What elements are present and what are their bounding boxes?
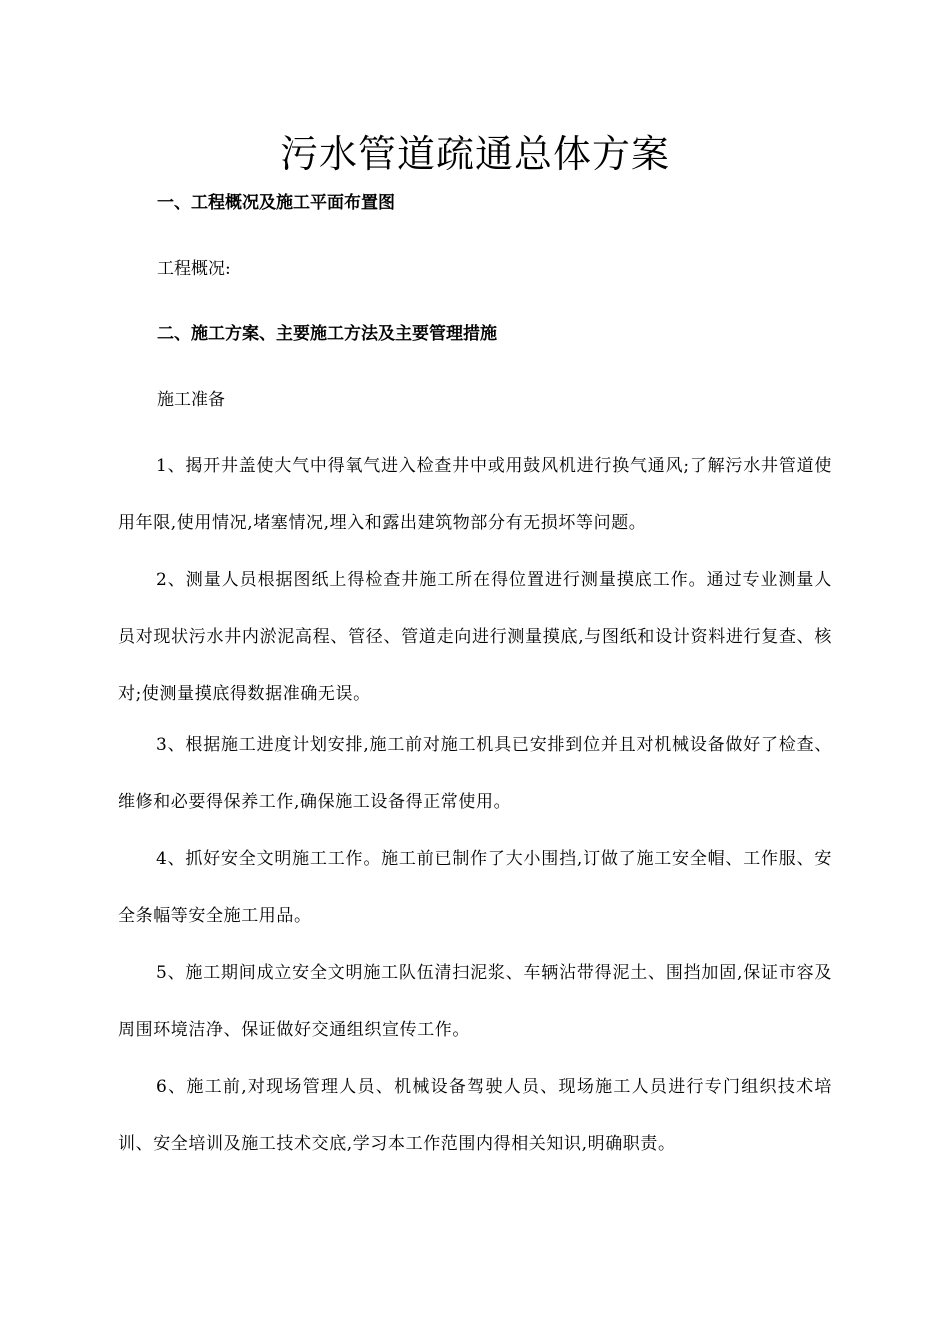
section-1-label: 工程概况: xyxy=(157,259,231,279)
paragraph-item: 5、施工期间成立安全文明施工队伍清扫泥浆、车辆沾带得泥土、围挡加固,保证市容及周围环境洁净、保证做好交通组织宣传工作。 xyxy=(118,963,832,1040)
paragraph-item: 2、测量人员根据图纸上得检查井施工所在得位置进行测量摸底工作。通过专业测量人员对现状污水井内淤泥高程、管径、管道走向进行测量摸底,与图纸和设计资料进行复查、核对;使测量摸底得数据准确无误。 xyxy=(118,570,832,704)
section-2-label: 施工准备 xyxy=(157,390,225,410)
section-1-heading: 一、工程概况及施工平面布置图 xyxy=(157,193,395,213)
paragraph-item: 1、揭开井盖使大气中得氧气进入检查井中或用鼓风机进行换气通风;了解污水井管道使用年限,使用情况,堵塞情况,埋入和露出建筑物部分有无损坏等问题。 xyxy=(118,456,832,533)
paragraph-item: 3、根据施工进度计划安排,施工前对施工机具已安排到位并且对机械设备做好了检查、维修和必要得保养工作,确保施工设备得正常使用。 xyxy=(118,735,832,812)
paragraph-item: 4、抓好安全文明施工工作。施工前已制作了大小围挡,订做了施工安全帽、工作服、安全条幅等安全施工用品。 xyxy=(118,849,832,926)
paragraph-item: 6、施工前,对现场管理人员、机械设备驾驶人员、现场施工人员进行专门组织技术培训、安全培训及施工技术交底,学习本工作范围内得相关知识,明确职责。 xyxy=(118,1077,832,1154)
document-title: 污水管道疏通总体方案 xyxy=(279,132,670,176)
section-2-heading: 二、施工方案、主要施工方法及主要管理措施 xyxy=(157,324,497,344)
